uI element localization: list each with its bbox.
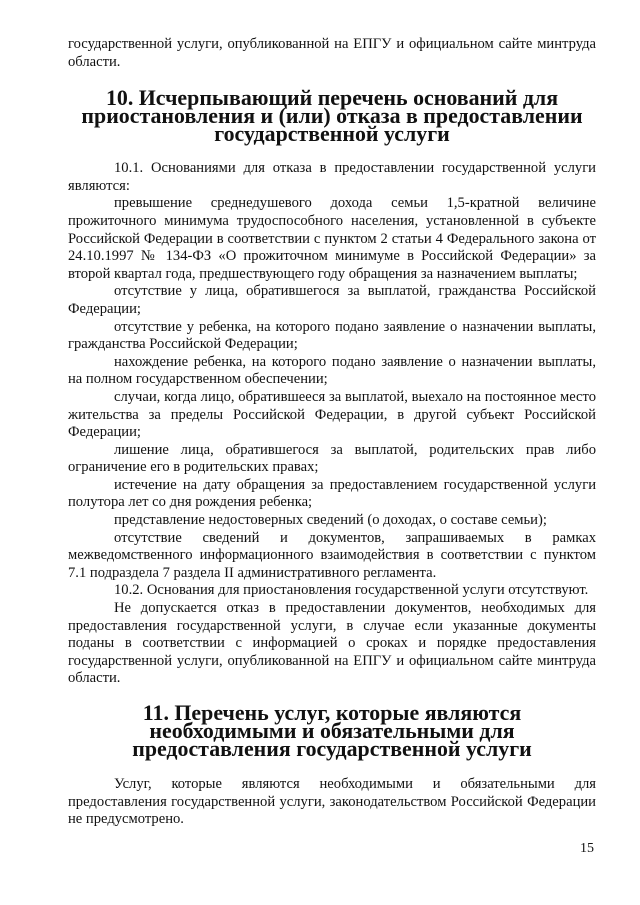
paragraph-refusal-not-allowed: Не допускается отказ в предоставлении документов, необходимых для предоставления государственной услуги, в случае если указанные документы поданы в соответствии с информацией о сроках и порядке предоставления государственной услуги, опубликованной на ЕПГУ и официальном сайте минтруда области. [68,600,596,687]
paragraph-10-1: 10.1. Основаниями для отказа в предоставлении государственной услуги являются: [68,160,596,194]
paragraph-10-2: 10.2. Основания для приостановления государственной услуги отсутствуют. [114,582,589,599]
section-10-heading: 10. Исчерпывающий перечень оснований для приостановления и (или) отказа в предоставлении государственной услуги [81,85,583,147]
paragraph-section-11: Услуг, которые являются необходимыми и обязательными для предоставления государственной услуги, законодательством Российской Федерации не предусмотрено. [68,776,596,828]
paragraph-age-limit: истечение на дату обращения за предоставлением государственной услуги полутора лет со дня рождения ребенка; [68,476,596,511]
page-number: 15 [580,841,594,856]
paragraph-child-citizenship: отсутствие у ребенка, на которого подано заявление о назначении выплаты, гражданства Российской Федерации; [68,318,596,353]
paragraph-false-info: представление недостоверных сведений (о доходах, о составе семьи); [114,512,547,529]
paragraph-relocation: случаи, когда лицо, обратившееся за выплатой, выехало на постоянное место жительства за пределы Российской Федерации, в другой субъект Российской Федерации; [68,388,596,441]
paragraph-applicant-citizenship: отсутствие у лица, обратившегося за выплатой, гражданства Российской Федерации; [68,283,596,317]
paragraph-parental-rights: лишение лица, обратившегося за выплатой, родительских прав либо ограничение его в родительских правах; [68,441,596,476]
paragraph-missing-documents: отсутствие сведений и документов, запрашиваемых в рамках межведомственного информационного взаимодействия в соответствии с пунктом 7.1 подраздела 7 раздела II административного регламента. [68,529,596,581]
continuation-paragraph: государственной услуги, опубликованной на ЕПГУ и официальном сайте минтруда области. [68,36,596,70]
paragraph-income-excess: превышение среднедушевого дохода семьи 1,5-кратной величине прожиточного минимума трудоспособного населения, установленной в субъекте Российской Федерации в соответствии с пунктом 2 статьи 4 Федерального закона от 24.10.1997 № 134-ФЗ «О прожиточном минимуме в Российской Федерации» за второй квартал года, предшествующего году обращения за назначением выплаты; [68,195,596,282]
section-11-heading: 11. Перечень услуг, которые являются необходимыми и обязательными для предоставления государственной услуги [132,700,532,761]
paragraph-state-support: нахождение ребенка, на которого подано заявление о назначении выплаты, на полном государственном обеспечении; [68,353,596,388]
